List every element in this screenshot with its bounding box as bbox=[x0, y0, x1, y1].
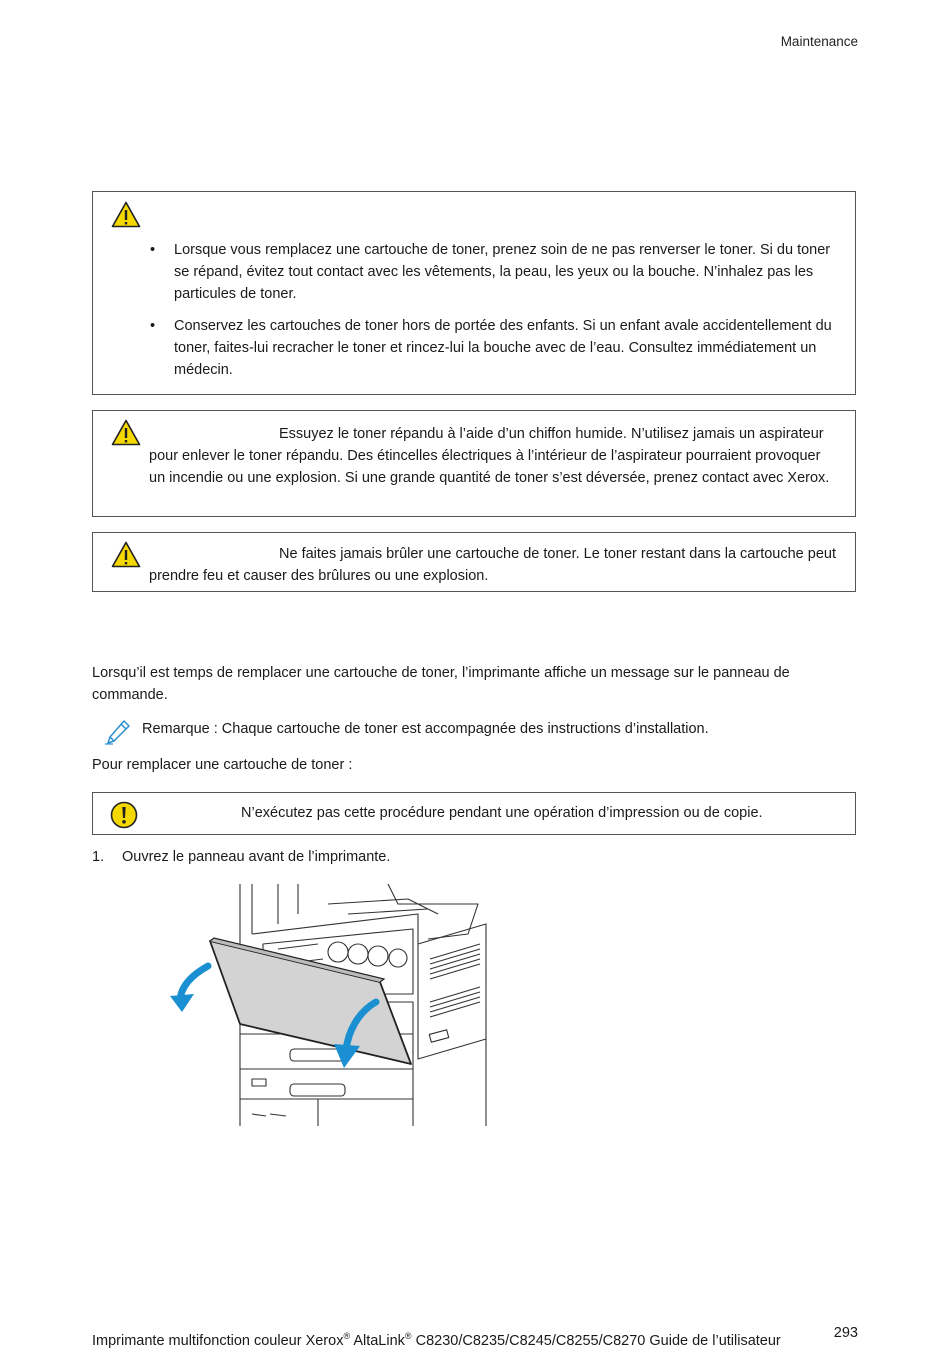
intro-paragraph: Lorsqu’il est temps de remplacer une cartouche de toner, l’imprimante affiche un message sur le panneau de commande. bbox=[92, 665, 790, 703]
warning-box bbox=[92, 191, 856, 395]
caution-box bbox=[92, 792, 856, 835]
procedure-intro: Pour remplacer une cartouche de toner : bbox=[92, 757, 353, 773]
warning-text: Ne faites jamais brûler une cartouche de toner. Le toner restant dans la cartouche peut prendre feu et causer des brûlures ou une explosion. bbox=[149, 546, 836, 584]
page-number: 293 bbox=[833, 1325, 858, 1341]
note-text: Remarque : Chaque cartouche de toner est accompagnée des instructions d’installation. bbox=[142, 721, 709, 737]
warning-list bbox=[149, 239, 849, 391]
step-number: 1. bbox=[92, 849, 105, 865]
printer-front-door-illustration bbox=[168, 884, 488, 1126]
warning-box bbox=[92, 532, 856, 592]
warning-triangle-icon bbox=[111, 201, 141, 228]
step-item bbox=[92, 849, 390, 865]
step-text: Ouvrez le panneau avant de l’imprimante. bbox=[122, 849, 391, 865]
warning-list-item: • Conservez les cartouches de toner hors de portée des enfants. Si un enfant avale accidentellement du toner, faites-lui recracher le toner et rincez-lui la bouche avec de l’eau. Consultez immédiatement un médecin. bbox=[150, 318, 832, 378]
warning-list-item: • Lorsque vous remplacez une cartouche de toner, prenez soin de ne pas renverser le toner. Si du toner se répand, évitez tout contact avec les vêtements, la peau, les yeux ou la bouche. N’inhalez pas les particules de toner. bbox=[150, 242, 831, 302]
warning-text: Essuyez le toner répandu à l’aide d’un chiffon humide. N’utilisez jamais un aspirateur pour enlever le toner répandu. Des étincelles électriques à l’intérieur de l’aspirateur pourraient provoquer un incendie ou une explosion. Si une grande quantité de toner s’est déversée, prenez contact avec Xerox. bbox=[149, 426, 830, 486]
pencil-note-icon bbox=[104, 718, 132, 746]
page-header-section: Maintenance bbox=[780, 34, 858, 49]
exclamation-circle-icon bbox=[110, 801, 138, 829]
footer-document-title: Imprimante multifonction couleur Xerox® AltaLink® C8230/C8235/C8245/C8255/C8270 Guide de l’utilisateur bbox=[92, 1331, 781, 1349]
warning-triangle-icon bbox=[111, 419, 141, 446]
warning-box bbox=[92, 410, 856, 517]
warning-triangle-icon bbox=[111, 541, 141, 568]
caution-text: N’exécutez pas cette procédure pendant une opération d’impression ou de copie. bbox=[241, 805, 763, 821]
